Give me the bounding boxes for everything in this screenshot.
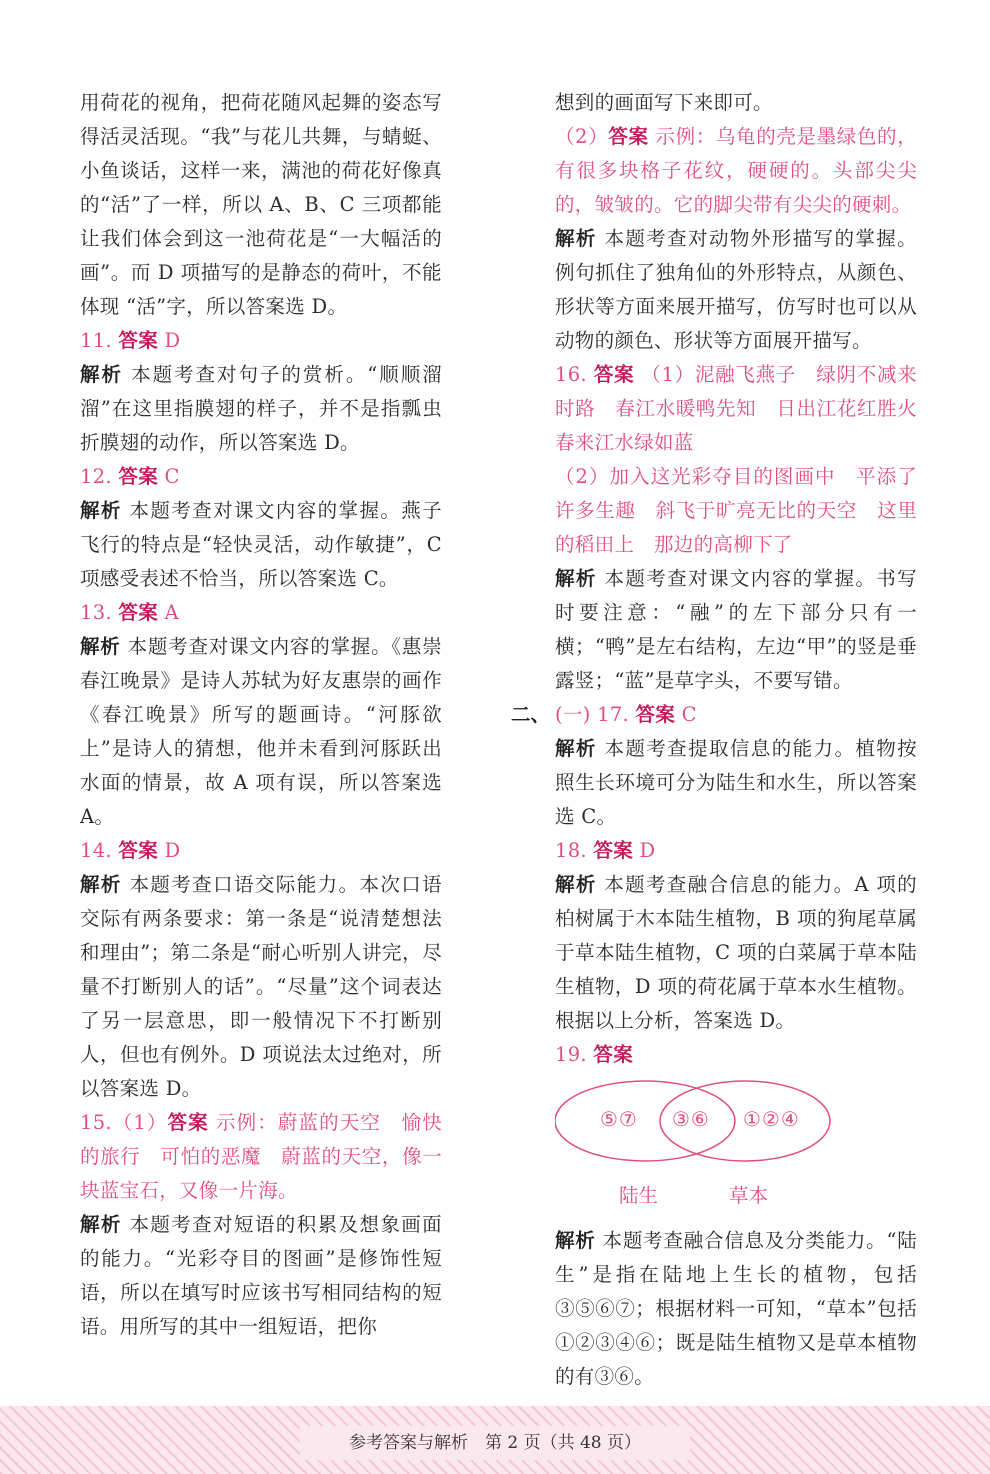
q17-answer (555, 698, 917, 732)
venn-intersection: ③⑥ (672, 1107, 710, 1131)
q17-explanation-text: 本题考查提取信息的能力。植物按照生长环境可分为陆生和水生，所以答案选 C。 (555, 737, 917, 828)
q19-explanation-text: 本题考查融合信息及分类能力。“陆生”是指在陆地上生长的植物，包括③⑤⑥⑦；根据材料一可知，“草本”包括①②③④⑥；既是陆生植物又是草本植物的有③⑥。 (555, 1229, 917, 1388)
q11-answer-value: D (164, 329, 181, 352)
q17-block (511, 698, 917, 732)
q13-explanation-text: 本题考查对课文内容的掌握。《惠崇春江晚景》是诗人苏轼为好友惠崇的画作《春江晚景》所写的题画诗。“河豚欲上”是诗人的猜想，他并未看到河豚跃出水面的情景，故 A 项有误，所以答案选 A。 (80, 635, 443, 828)
q12-answer-value: C (164, 465, 180, 488)
q15-number: 15.（1） (80, 1111, 168, 1134)
explanation-label: 解析 (80, 635, 121, 658)
q15b-number: （2） (555, 125, 609, 148)
answer-label: 答案 (593, 363, 635, 386)
q16-answer-part1: （1）泥融飞燕子 绿阴不减来时路 春江水暖鸭先知 日出江花红胜火 春来江水绿如蓝 (555, 363, 937, 454)
q16-explanation (555, 562, 917, 698)
q12-number: 12. (80, 465, 112, 488)
answer-label: 答案 (118, 329, 159, 352)
venn-right-label: 草本 (729, 1184, 769, 1207)
q17-number: (一) 17. (555, 703, 630, 726)
answer-label: 答案 (118, 601, 159, 624)
explanation-label: 解析 (555, 737, 597, 760)
q19-number: 19. (555, 1043, 587, 1066)
q11-explanation (80, 358, 442, 460)
left-column (80, 86, 442, 1344)
q16-answer-part2: （2）加入这光彩夺目的图画中 平添了许多生趣 斜飞于旷亮无比的天空 这里的稻田上 那边的高柳下了 (555, 465, 917, 556)
explanation-label: 解析 (555, 873, 597, 896)
q14-explanation (80, 868, 442, 1106)
answer-label: 答案 (608, 125, 649, 148)
q14-explanation-text: 本题考查口语交际能力。本次口语交际有两条要求：第一条是“说清楚想法和理由”；第二条是“耐心听别人讲完，尽量不打断别人的话”。“尽量”这个词表达了另一层意思，即一般情况下不打断别人，但也有例外。D 项说法太过绝对，所以答案选 D。 (80, 873, 442, 1100)
q15b-explanation (555, 222, 917, 358)
explanation-label: 解析 (555, 1229, 596, 1252)
venn-diagram (555, 1074, 917, 1224)
q17-explanation (555, 732, 917, 834)
answer-label: 答案 (635, 703, 676, 726)
explanation-label: 解析 (555, 567, 597, 590)
q14-answer (80, 834, 442, 868)
venn-right-only: ①②④ (743, 1107, 800, 1131)
q15-answer (80, 1106, 442, 1208)
q15b-answer-value: 示例：乌龟的壳是墨绿色的，有很多块格子花纹，硬硬的。头部尖尖的，皱皱的。它的脚尖带有尖尖的硬刺。 (555, 125, 917, 216)
q18-answer-value: D (639, 839, 656, 862)
q19-explanation (555, 1224, 917, 1394)
section-marker: 二、 (511, 703, 551, 726)
intro-paragraph: 用荷花的视角，把荷花随风起舞的姿态写得活灵活现。“我”与花儿共舞，与蜻蜓、小鱼谈话，这样一来，满池的荷花好像真的“活”了一样，所以 A、B、C 三项都能让我们体会到这一池荷花是“一大幅活的画”。而 D 项描写的是静态的荷叶，不能体现 “活”字，所以答案选 D。 (80, 91, 442, 318)
q16-answer (555, 358, 937, 460)
q13-number: 13. (80, 601, 112, 624)
right-column (511, 86, 937, 1394)
answer-label: 答案 (118, 465, 159, 488)
q16-explanation-text: 本题考查对课文内容的掌握。书写时要注意：“融”的左下部分只有一横；“鸭”是左右结构，左边“甲”的竖是垂露竖；“蓝”是草字头，不要写错。 (555, 567, 917, 692)
q12-answer (80, 460, 442, 494)
continued-text: 想到的画面写下来即可。 (555, 91, 773, 114)
answer-label: 答案 (167, 1111, 209, 1134)
explanation-label: 解析 (80, 363, 123, 386)
q16-number: 16. (555, 363, 587, 386)
page-footer (0, 1406, 990, 1474)
explanation-label: 解析 (80, 499, 122, 522)
venn-left-label: 陆生 (619, 1184, 659, 1207)
explanation-label: 解析 (80, 873, 122, 896)
q18-explanation-text: 本题考查融合信息的能力。A 项的柏树属于木本陆生植物，B 项的狗尾草属于草本陆生植物，C 项的白菜属于草本陆生植物，D 项的荷花属于草本水生植物。根据以上分析，答案选 D。 (555, 873, 917, 1032)
q18-explanation (555, 868, 917, 1038)
q11-explanation-text: 本题考查对句子的赏析。“顺顺溜溜”在这里指膜翅的样子，并不是指瓢虫折膜翅的动作，所以答案选 D。 (80, 363, 442, 454)
q13-answer-value: A (164, 601, 179, 624)
answer-label: 答案 (593, 1043, 634, 1066)
q14-number: 14. (80, 839, 112, 862)
q15-answer-value: 示例：蔚蓝的天空 愉快的旅行 可怕的恶魔 蔚蓝的天空，像一块蓝宝石，又像一片海。 (80, 1111, 442, 1202)
q18-number: 18. (555, 839, 587, 862)
explanation-label: 解析 (80, 1213, 122, 1236)
q19-answer (555, 1038, 917, 1072)
q11-number: 11. (80, 329, 112, 352)
q14-answer-value: D (164, 839, 181, 862)
q15-explanation (80, 1208, 442, 1344)
q12-explanation (80, 494, 442, 596)
venn-left-only: ⑤⑦ (600, 1107, 638, 1131)
q15-explanation-text: 本题考查对短语的积累及想象画面的能力。“光彩夺目的图画”是修饰性短语，所以在填写时应该书写相同结构的短语。用所写的其中一组短语，把你 (80, 1213, 442, 1338)
q13-answer (80, 596, 442, 630)
q15b-answer (555, 120, 917, 222)
footer-text: 参考答案与解析 第 2 页（共 48 页） (300, 1426, 690, 1460)
answer-label: 答案 (593, 839, 634, 862)
q17-answer-value: C (681, 703, 697, 726)
q13-explanation (80, 630, 442, 834)
q12-explanation-text: 本题考查对课文内容的掌握。燕子飞行的特点是“轻快灵活，动作敏捷”，C 项感受表述不恰当，所以答案选 C。 (80, 499, 442, 590)
q18-answer (555, 834, 917, 868)
explanation-label: 解析 (555, 227, 597, 250)
q15b-explanation-text: 本题考查对动物外形描写的掌握。例句抓住了独角仙的外形特点，从颜色、形状等方面来展开描写，仿写时也可以从动物的颜色、形状等方面展开描写。 (555, 227, 917, 352)
q11-answer (80, 324, 442, 358)
answer-label: 答案 (118, 839, 159, 862)
